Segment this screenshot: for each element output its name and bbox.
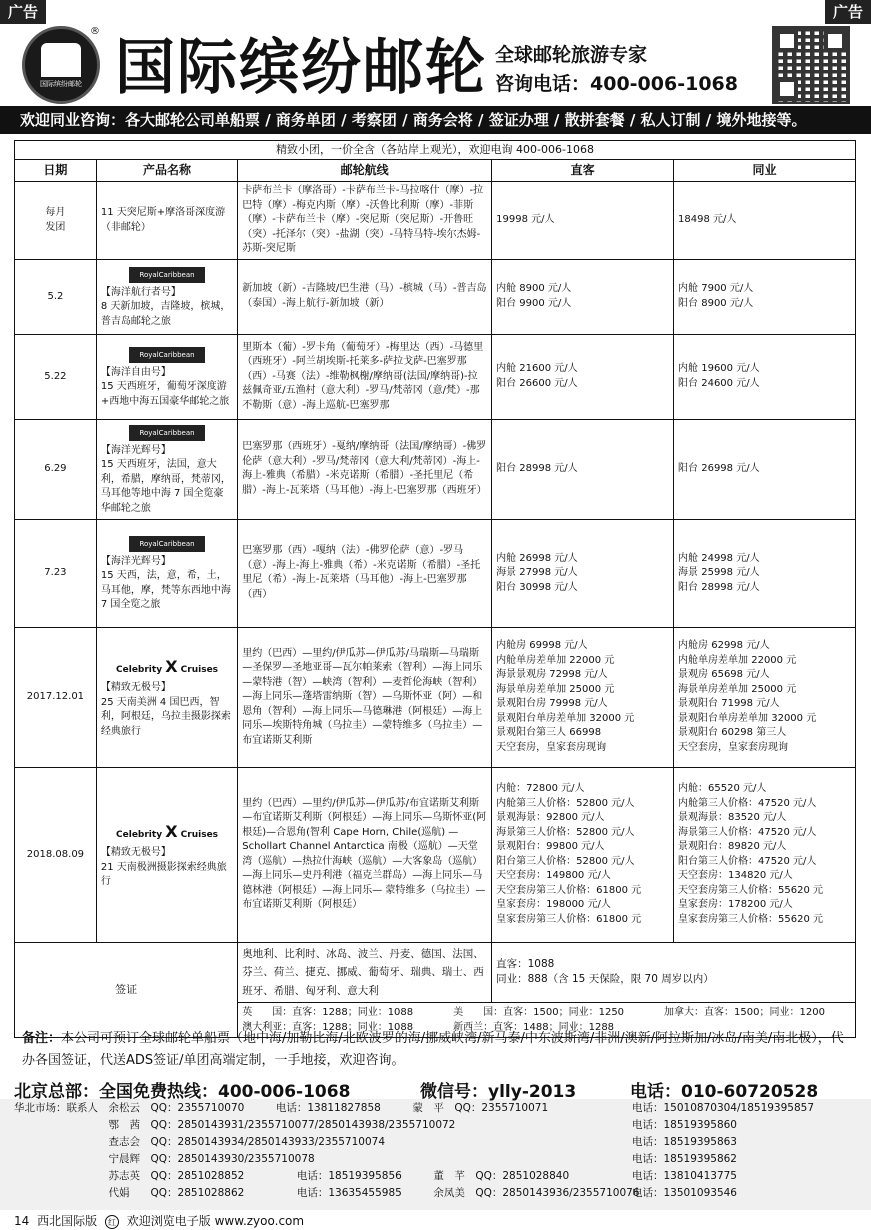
hq-phone: 电话：010-60720528 <box>630 1082 819 1102</box>
trade-price: 内舱房 62998 元/人 内舱单房差单加 22000 元 景观房 65698 元/人 海景单房差单加 25000 元 景观阳台 71998 元/人 景观阳台单房差单加 32000 元 景观阳台 60298 第三人 天空套房，皇家套房现询 <box>674 627 856 767</box>
table-row <box>15 767 856 942</box>
table-row <box>15 334 856 419</box>
trade-price: 内舱 24998 元/人 海景 25998 元/人 阳台 28998 元/人 <box>674 519 856 627</box>
cruise-table <box>14 140 856 1038</box>
qr-code-icon <box>772 26 850 104</box>
table-row <box>15 182 856 260</box>
table-row <box>15 627 856 767</box>
product-name: 【海洋自由号】 15 天西班牙，葡萄牙深度游+西地中海五国豪华邮轮之旅 <box>100 366 230 407</box>
date-cell: 5.22 <box>15 334 97 419</box>
product-name: 【精致无极号】 21 天南极洲摄影探索经典旅行 <box>100 847 227 888</box>
visa-countries: 奥地利、比利时、冰岛、波兰、丹麦、德国、法国、芬兰、荷兰、捷克、挪威、葡萄牙、瑞典、瑞士、西班牙、希腊、匈牙利、意大利 <box>238 942 492 1002</box>
table-row <box>15 419 856 519</box>
royal-caribbean-logo: RoyalCaribbean <box>129 267 205 283</box>
direct-price: 阳台 28998 元/人 <box>492 419 674 519</box>
route-cell: 卡萨布兰卡（摩洛哥）-卡萨布兰卡-马拉喀什（摩）-拉巴特（摩）-梅克内斯（摩）-沃鲁比利斯（摩）-菲斯（摩）-卡萨布兰卡（摩）-突尼斯（突尼斯）-开鲁旺（突）-托泽尔（突）-盐湖（突）-马特马特-埃尔杰姆-苏斯-突尼斯 <box>238 182 492 260</box>
page-title: 国际缤纷邮轮 <box>115 33 487 103</box>
direct-price: 内舱房 69998 元/人 内舱单房差单加 22000 元 海景景观房 72998 元/人 海景单房差单加 25000 元 景观阳台房 79998 元/人 景观阳台单房差单加 32000 元 景观阳台第三人 66998 天空套房，皇家套房现询 <box>492 627 674 767</box>
remark <box>22 1028 852 1072</box>
trade-price: 内舱 7900 元/人 阳台 8900 元/人 <box>674 259 856 334</box>
registered-mark: ® <box>90 26 100 37</box>
contact-line: 鄂 茜 QQ：2850143931/2355710077/2850143938/2355710072 <box>14 1119 456 1131</box>
direct-price: 内舱 26998 元/人 海景 27998 元/人 阳台 30998 元/人 <box>492 519 674 627</box>
trade-price: 阳台 26998 元/人 <box>674 419 856 519</box>
route-cell: 新加坡（新）-吉隆坡/巴生港（马）-槟城（马）-普吉岛（泰国）-海上航行-新加坡（新） <box>238 259 492 334</box>
ship-icon <box>41 43 81 77</box>
date-cell: 2018.08.09 <box>15 767 97 942</box>
celebrity-cruises-logo: Celebrity X Cruises <box>116 657 219 677</box>
date-cell: 5.2 <box>15 259 97 334</box>
direct-price: 19998 元/人 <box>492 182 674 260</box>
col-header: 同业 <box>674 159 856 181</box>
direct-price: 内舱 21600 元/人 阳台 26600 元/人 <box>492 334 674 419</box>
route-cell: 巴塞罗那（西班牙）-戛纳/摩纳哥（法国/摩纳哥）-佛罗伦萨（意大利）-罗马/梵蒂冈（意大利/梵蒂冈）-海上-海上-雅典（希腊）-米克诺斯（希腊）-圣托里尼（希腊）-海上-瓦莱塔（马耳他）-海上-巴塞罗那（西班牙） <box>238 419 492 519</box>
contact-phone: 电话：13810413775 <box>632 1170 737 1182</box>
royal-caribbean-logo: RoyalCaribbean <box>129 425 205 441</box>
date-cell: 2017.12.01 <box>15 627 97 767</box>
contact-phone: 电话：18519395862 <box>632 1153 737 1165</box>
contact-line: 苏志英 QQ：2851028852 电话：18519395856 董 芊 QQ：2851028840 <box>14 1170 570 1182</box>
royal-caribbean-logo: RoyalCaribbean <box>129 536 205 552</box>
route-cell: 里约（巴西）—里约/伊瓜苏—伊瓜苏/布宜诺斯艾利斯—布宜诺斯艾利斯（阿根廷）—海上同乐—乌斯怀亚(阿根廷)—合恩角(智利 Cape Horn, Chile(巡航) — Schollart Channel Antarctica 南极（巡航）—天堂湾（巡航）—热拉什海峡（巡航）—大客象岛（巡航）—海上同乐—史丹利港（福克兰群岛）—海上同乐—马德林港（阿根廷）—海上同乐— 蒙特维多（乌拉圭）—布宜诺斯艾利斯（阿根廷） <box>238 767 492 942</box>
product-name: 【海洋光辉号】 15 天西，法，意，希，土，马耳他，摩，梵等东西地中海 7 国全览之旅 <box>100 555 231 611</box>
table-note: 精致小团，一价全含（各站岸上观光），欢迎电询 400-006-1068 <box>15 141 856 160</box>
celebrity-cruises-logo: Celebrity X Cruises <box>116 821 219 841</box>
col-header: 产品名称 <box>96 159 237 181</box>
date-cell: 7.23 <box>15 519 97 627</box>
visa-row: 英 国：直客：1288；同业：1088 美 国：直客：1500；同业：1250 加拿大：直客：1500；同业：1200 <box>242 1006 825 1018</box>
table-row <box>15 519 856 627</box>
footer-link[interactable]: 欢迎浏览电子版 www.zyoo.com <box>126 1214 305 1228</box>
visa-row: 澳大利亚：直客：1288；同业：1088 新西兰：直客：1488；同业：1288 <box>242 1021 615 1033</box>
contact-phone: 电话：18519395860 <box>632 1119 737 1131</box>
page-number: 14 <box>14 1214 30 1228</box>
section-name: 西北国际版 <box>37 1214 98 1228</box>
col-header: 直客 <box>492 159 674 181</box>
ad-tag-left: 广告 <box>0 0 46 24</box>
product-name: 【精致无极号】 25 天南美洲 4 国巴西，智利，阿根廷，乌拉圭摄影探索经典旅行 <box>100 682 231 737</box>
trade-price: 内舱：65520 元/人 内舱第三人价格：47520 元/人 景观海景：83520 元/人 海景第三人价格：47520 元/人 景观阳台：89820 元/人 阳台第三人价格：47520 元/人 天空套房：134820 元/人 天空套房第三人价格：55620 元 皇家套房：178200 元/人 皇家套房第三人价格：55620 元 <box>674 767 856 942</box>
contact-line: 宁晨辉 QQ：2850143930/2355710078 <box>14 1153 315 1165</box>
direct-price: 内舱 8900 元/人 阳台 9900 元/人 <box>492 259 674 334</box>
visa-label: 签证 <box>15 942 238 1037</box>
wechat-id: 微信号：ylly-2013 <box>420 1082 577 1102</box>
remark-label: 备注： <box>22 1031 62 1046</box>
table-row <box>15 259 856 334</box>
col-header: 邮轮航线 <box>238 159 492 181</box>
route-cell: 里约（巴西）—里约/伊瓜苏—伊瓜苏/马瑞斯—马瑞斯—圣保罗—圣地亚哥—瓦尔帕莱索（智利）—海上同乐—蒙特港（智）—峡湾（智利）—麦哲伦海峡（智利）—海上同乐—蓬塔雷纳斯（智）—乌斯怀亚（阿）—和恩角（智利）—海上同乐—马德琳港（阿根廷）—海上同乐—埃斯特角城（乌拉圭）—蒙特维多（乌拉圭）—布宜诺斯艾利斯 <box>238 627 492 767</box>
contact-phone: 电话：13501093546 <box>632 1187 737 1199</box>
hq-hotline: 北京总部：全国免费热线：400-006-1068 <box>14 1082 351 1102</box>
trade-price: 内舱 19600 元/人 阳台 24600 元/人 <box>674 334 856 419</box>
product-name: 11 天突尼斯+摩洛哥深度游（非邮轮） <box>100 207 226 233</box>
route-cell: 里斯本（葡）-罗卡角（葡萄牙）-梅里达（西）-马德里（西班牙）-阿兰胡埃斯-托莱多-萨拉戈萨-巴塞罗那（西）-马赛（法）-维勒枫榭/摩纳哥(法国/摩纳哥)-拉兹佩奇亚/五渔村（意大利）-罗马/梵蒂冈（意/梵）-那不勒斯（意）-海上巡航-巴塞罗那 <box>238 334 492 419</box>
company-logo <box>22 26 100 104</box>
date-cell: 6.29 <box>15 419 97 519</box>
contact-header <box>0 1075 871 1102</box>
services-banner: 欢迎同业咨询：各大邮轮公司单船票 / 商务单团 / 考察团 / 商务会将 / 签证办理 / 散拼套餐 / 私人订制 / 境外地接等。 <box>0 106 871 134</box>
product-name: 【海洋光辉号】 15 天西班牙，法国，意大利，希腊，摩纳哥，梵蒂冈，马耳他等地中海 7 国全览豪华邮轮之旅 <box>100 444 231 514</box>
col-header: 日期 <box>15 159 97 181</box>
product-name: 【海洋航行者号】 8 天新加坡，吉隆坡，槟城，普吉岛邮轮之旅 <box>100 286 231 327</box>
ad-tag-right: 广告 <box>825 0 871 24</box>
trade-price: 18498 元/人 <box>674 182 856 260</box>
page-footer <box>14 1212 304 1229</box>
date-cell: 每月 发团 <box>15 182 97 260</box>
contact-phone: 电话：15010870304/18519395857 <box>632 1102 815 1114</box>
remark-text: 本公司可预订全球邮轮单船票（地中海/加勒比海/北欧波罗的海/挪威峡湾/新马泰/中东波斯湾/非洲/澳新/阿拉斯加/冰岛/南美/南北极），代办各国签证，代送ADS签证/单团高端定制，一手地接，欢迎咨询。 <box>22 1031 844 1068</box>
contact-line: 华北市场：联系人 余松云 QQ：2355710070 电话：13811827858 蒙 平 QQ：2355710071 <box>14 1102 549 1114</box>
logo-text: 国际缤纷邮轮 <box>40 80 82 88</box>
contact-line: 查志会 QQ：2850143934/2850143933/2355710074 <box>14 1136 386 1148</box>
subtitle: 全球邮轮旅游专家 <box>495 44 648 66</box>
contact-phone: 电话：18519395863 <box>632 1136 737 1148</box>
route-cell: 巴塞罗那（西）-嘎纳（法）-佛罗伦萨（意）-罗马（意）-海上-海上-雅典（希）-米克诺斯（希腊）-圣托里尼（希）-海上-瓦莱塔（马耳他）-海上-巴塞罗那（西） <box>238 519 492 627</box>
direct-price: 内舱：72800 元/人 内舱第三人价格：52800 元/人 景观海景：92800 元/人 海景第三人价格：52800 元/人 景观阳台：99800 元/人 阳台第三人价格：52800 元/人 天空套房：149800 元/人 天空套房第三人价格：61800 元 皇家套房：198000 元/人 皇家套房第三人价格：61800 元 <box>492 767 674 942</box>
royal-caribbean-logo: RoyalCaribbean <box>129 347 205 363</box>
header-phone: 咨询电话：400-006-1068 <box>495 73 738 95</box>
visa-schengen-price: 直客：1088 同业：888（含 15 天保险，限 70 周岁以内） <box>492 942 856 1002</box>
contact-line: 代娟 QQ：2851028862 电话：13635455985 余凤美 QQ：2850143936/2355710076 <box>14 1187 640 1199</box>
logo-icon: 红 <box>105 1215 119 1229</box>
